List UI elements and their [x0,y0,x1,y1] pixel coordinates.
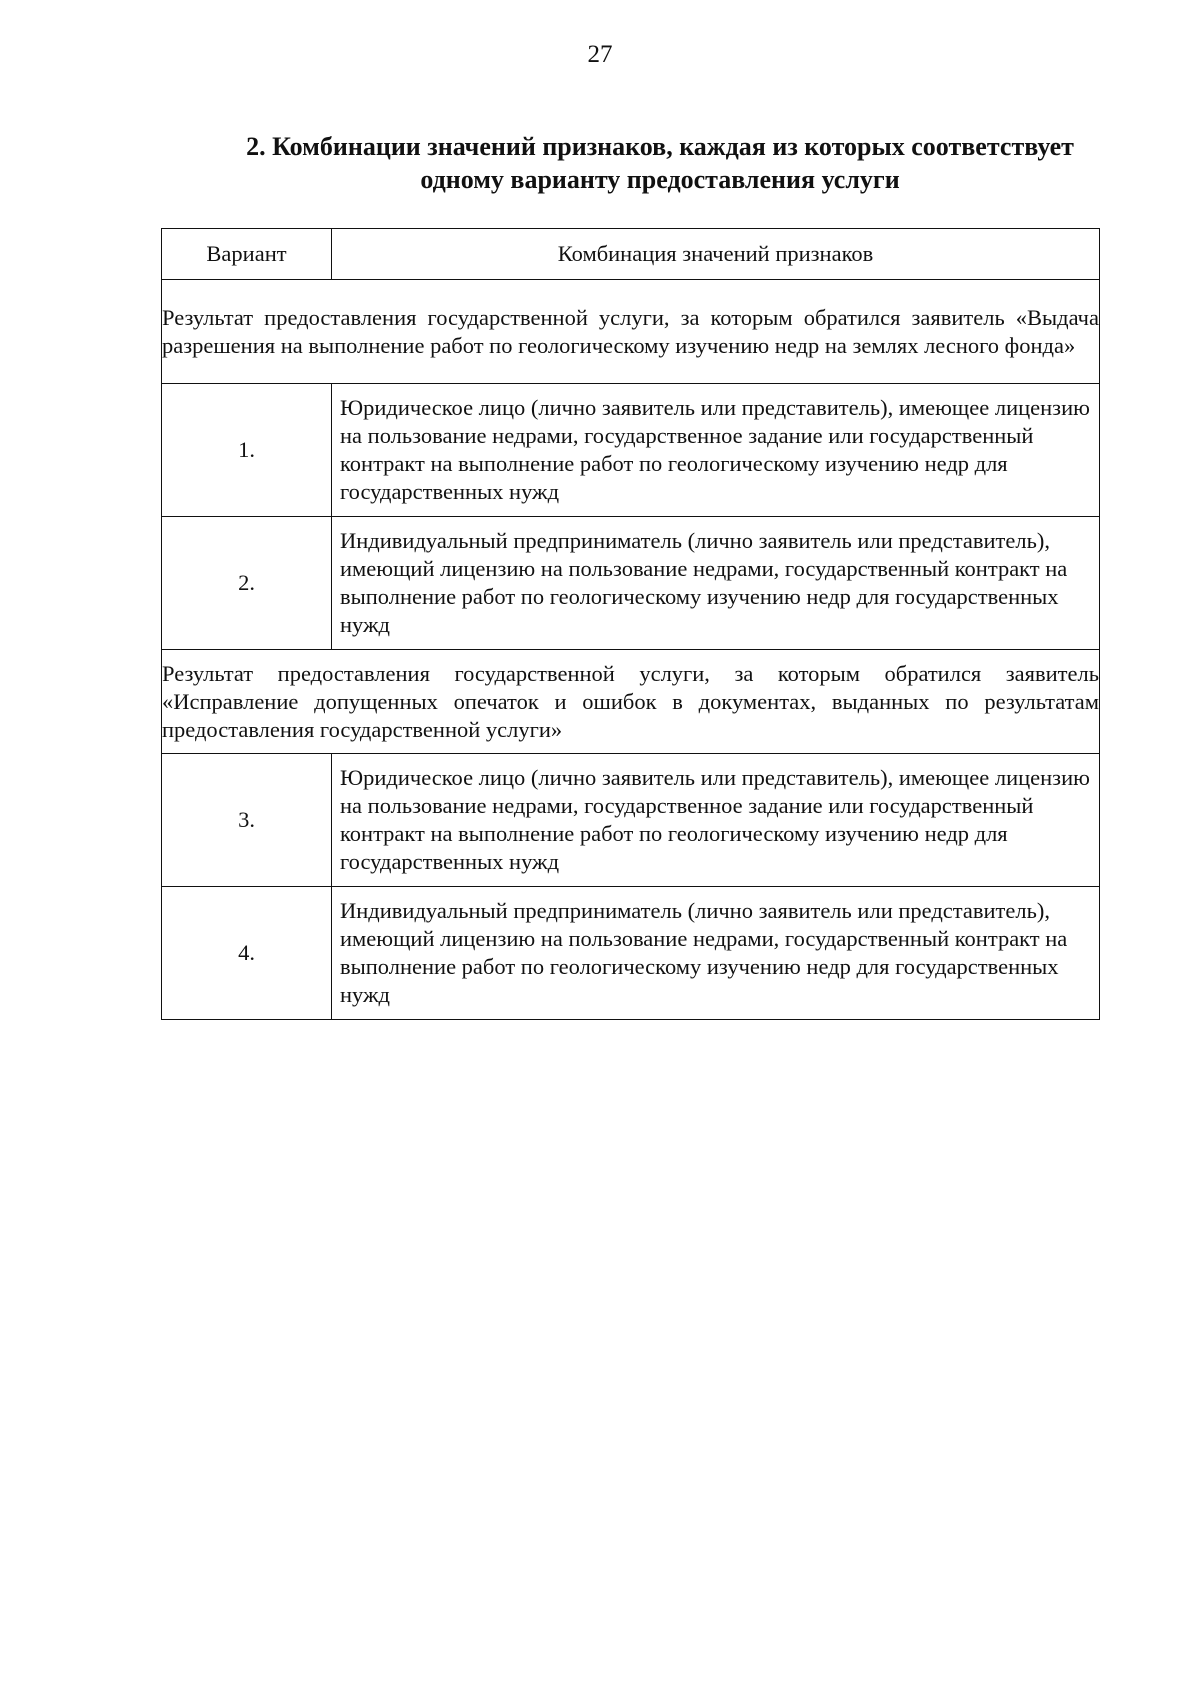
variant-number: 3. [162,754,332,887]
variant-combination: Юридическое лицо (лично заявитель или представитель), имеющее лицензию на пользование недрами, государственное задание или государственный контракт на выполнение работ по геологическому изучению недр для государственных нужд [332,384,1100,517]
variant-combination: Индивидуальный предприниматель (лично заявитель или представитель), имеющий лицензию на пользование недрами, государственный контракт на выполнение работ по геологическому изучению недр для государственных нужд [332,517,1100,650]
variant-combination: Индивидуальный предприниматель (лично заявитель или представитель), имеющий лицензию на пользование недрами, государственный контракт на выполнение работ по геологическому изучению недр для государственных нужд [332,887,1100,1020]
section-result-row [162,280,1100,384]
section-result-text: Результат предоставления государственной услуги, за которым обратился заявитель «Выдача разрешения на выполнение работ по геологическому изучению недр на землях лесного фонда» [162,280,1100,384]
section-result-text: Результат предоставления государственной услуги, за которым обратился заявитель «Исправление допущенных опечаток и ошибок в документах, выданных по результатам предоставления государственной услуги» [162,650,1100,754]
table-row [162,517,1100,650]
variant-combination: Юридическое лицо (лично заявитель или представитель), имеющее лицензию на пользование недрами, государственное задание или государственный контракт на выполнение работ по геологическому изучению недр для государственных нужд [332,754,1100,887]
table-row [162,887,1100,1020]
variant-number: 2. [162,517,332,650]
section-result-row [162,650,1100,754]
section-heading-line-2: одному варианту предоставления услуги [420,165,900,194]
page-number: 27 [587,41,613,68]
variant-number: 4. [162,887,332,1020]
header-combination: Комбинация значений признаков [332,229,1100,280]
table-row [162,384,1100,517]
table-row [162,754,1100,887]
section-heading [190,130,1130,196]
variant-number: 1. [162,384,332,517]
header-variant: Вариант [162,229,332,280]
section-heading-line-1: 2. Комбинации значений признаков, каждая из которых соответствует [246,132,1074,161]
table-header-row [162,229,1100,280]
variants-table [161,228,1100,1020]
